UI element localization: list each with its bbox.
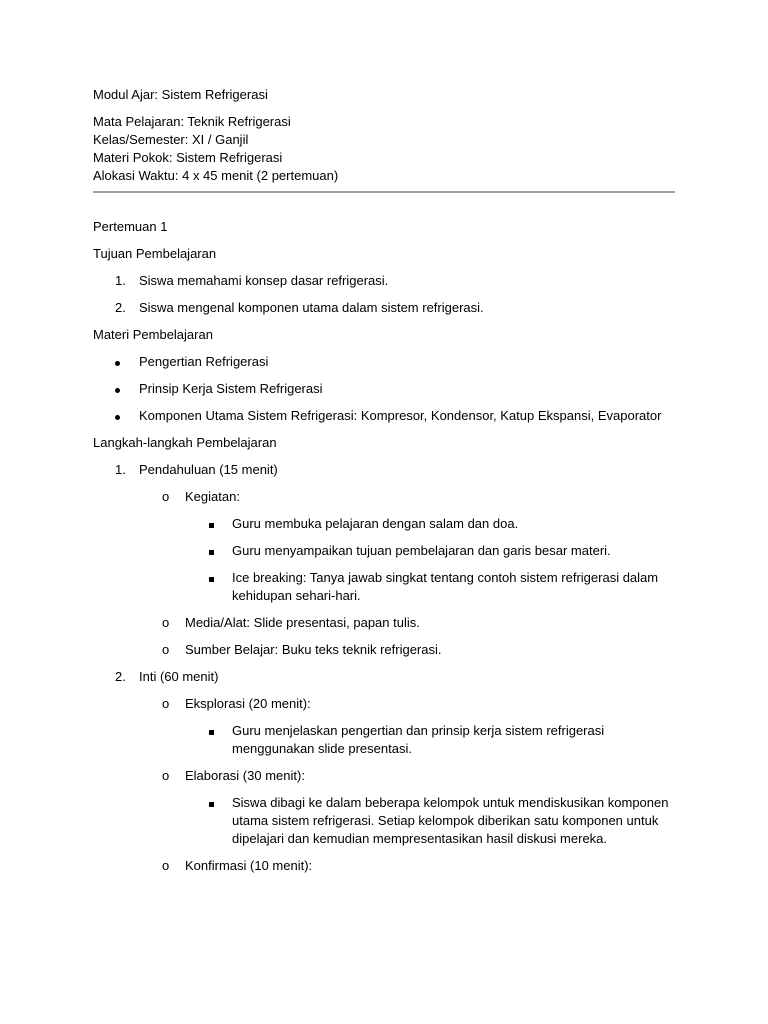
bullet-square-icon (209, 722, 214, 740)
bullet-square-icon (209, 542, 214, 560)
document-title: Modul Ajar: Sistem Refrigerasi (93, 87, 268, 102)
list-item-text: Ice breaking: Tanya jawab singkat tentang contoh sistem refrigerasi dalam kehidupan sehari-hari. (232, 570, 659, 603)
list-item-text: Guru menjelaskan pengertian dan prinsip kerja sistem refrigerasi menggunakan slide presentasi. (232, 723, 605, 756)
bullet-square-icon (209, 515, 214, 533)
list-item-eksplorasi (93, 695, 675, 713)
list-item (93, 380, 675, 398)
list-item-media (93, 614, 675, 632)
info-alokasi-waktu: Alokasi Waktu: 4 x 45 menit (2 pertemuan) (93, 168, 339, 183)
list-item-text: Guru membuka pelajaran dengan salam dan doa. (232, 516, 519, 531)
section-heading-langkah: Langkah-langkah Pembelajaran (93, 435, 277, 450)
section-heading-tujuan: Tujuan Pembelajaran (93, 246, 217, 261)
list-item-text: Pendahuluan (15 menit) (139, 462, 278, 477)
bullet-dot-icon (115, 380, 120, 398)
bullet-square-icon (209, 569, 214, 587)
list-item-text: Inti (60 menit) (139, 669, 219, 684)
list-number: 1. (115, 273, 126, 288)
materi-list (93, 353, 675, 425)
list-number: 2. (115, 669, 126, 684)
list-item-text: Guru menyampaikan tujuan pembelajaran dan garis besar materi. (232, 543, 611, 558)
list-item-kegiatan (93, 488, 675, 506)
section-heading-materi: Materi Pembelajaran (93, 327, 213, 342)
tujuan-list (93, 272, 675, 317)
list-item-inti (93, 668, 675, 686)
list-item-text: Pengertian Refrigerasi (139, 354, 269, 369)
list-item (93, 722, 675, 758)
list-item (93, 794, 675, 848)
bullet-dot-icon (115, 407, 120, 425)
bullet-circle-marker: o (162, 768, 170, 783)
list-item-text: Siswa dibagi ke dalam beberapa kelompok untuk mendiskusikan komponen utama sistem refrigerasi. Setiap kelompok diberikan satu komponen untuk dipelajari dan kemudian mempresentasikan hasil diskusi mereka. (232, 795, 669, 846)
bullet-circle-marker: o (162, 642, 170, 657)
list-item-text: Eksplorasi (20 menit): (185, 696, 311, 711)
list-item-text: Konfirmasi (10 menit): (185, 858, 313, 873)
list-item-text: Sumber Belajar: Buku teks teknik refrigerasi. (185, 642, 442, 657)
list-item-sumber (93, 641, 675, 659)
list-item-text: Komponen Utama Sistem Refrigerasi: Kompresor, Kondensor, Katup Ekspansi, Evaporator (139, 408, 662, 423)
list-item (93, 272, 675, 290)
info-materi-pokok: Materi Pokok: Sistem Refrigerasi (93, 150, 283, 165)
list-item (93, 542, 675, 560)
info-kelas-semester: Kelas/Semester: XI / Ganjil (93, 132, 249, 147)
list-number: 1. (115, 462, 126, 477)
list-item (93, 407, 675, 425)
info-block (93, 113, 675, 185)
list-item-pendahuluan (93, 461, 675, 479)
meeting-heading: Pertemuan 1 (93, 219, 168, 234)
list-item-text: Siswa memahami konsep dasar refrigerasi. (139, 273, 389, 288)
list-item (93, 515, 675, 533)
list-item (93, 353, 675, 371)
list-item (93, 299, 675, 317)
bullet-circle-marker: o (162, 489, 170, 504)
list-item-elaborasi (93, 767, 675, 785)
document-page (93, 86, 675, 884)
list-item (93, 569, 675, 605)
list-number: 2. (115, 300, 126, 315)
list-item-text: Media/Alat: Slide presentasi, papan tulis. (185, 615, 420, 630)
bullet-circle-marker: o (162, 858, 170, 873)
list-item-text: Prinsip Kerja Sistem Refrigerasi (139, 381, 323, 396)
list-item-text: Elaborasi (30 menit): (185, 768, 305, 783)
list-item-konfirmasi (93, 857, 675, 875)
bullet-circle-marker: o (162, 615, 170, 630)
bullet-square-icon (209, 794, 214, 812)
bullet-circle-marker: o (162, 696, 170, 711)
info-mata-pelajaran: Mata Pelajaran: Teknik Refrigerasi (93, 114, 291, 129)
list-item-text: Kegiatan: (185, 489, 240, 504)
list-item-text: Siswa mengenal komponen utama dalam sistem refrigerasi. (139, 300, 484, 315)
bullet-dot-icon (115, 353, 120, 371)
